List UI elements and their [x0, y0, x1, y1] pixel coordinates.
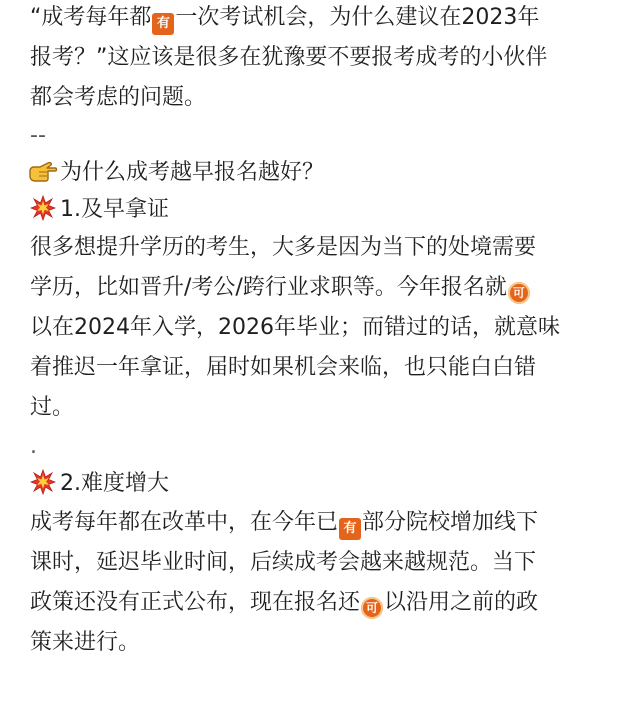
section1-text-4: 着推迟一年拿证，届时如果机会来临，也只能白白错 — [30, 355, 537, 380]
section1-line-5 — [30, 390, 630, 425]
section1-text-5: 过。 — [30, 395, 75, 420]
section2-line-3 — [30, 585, 630, 620]
pointing-hand-icon — [28, 159, 58, 183]
you-badge-icon: 有 — [339, 518, 361, 540]
section1-line-2 — [30, 270, 630, 305]
intro-text-1b: 一次考试机会，为什么建议在2023年 — [175, 5, 540, 30]
section2-text-2: 课时，延迟毕业时间，后续成考会越来越规范。当下 — [30, 550, 537, 575]
question-line — [28, 155, 630, 190]
intro-line-3 — [30, 80, 630, 115]
section2-line-4 — [30, 625, 630, 660]
divider-line — [30, 118, 630, 153]
section1-heading — [30, 192, 630, 227]
collision-icon — [30, 195, 56, 221]
section1-line-3 — [30, 310, 630, 345]
section2-line-2 — [30, 545, 630, 580]
intro-text-2: 报考？”这应该是很多在犹豫要不要报考成考的小伙伴 — [30, 45, 548, 70]
ke-badge-icon: 可 — [508, 282, 530, 304]
section2-text-4: 策来进行。 — [30, 630, 141, 655]
section2-text-3b: 以沿用之前的政 — [384, 590, 539, 615]
you-badge-icon: 有 — [152, 13, 174, 35]
collision-icon — [30, 469, 56, 495]
section1-line-1 — [30, 230, 630, 265]
section1-line-4 — [30, 350, 630, 385]
section2-text-1a: 成考每年都在改革中，在今年已 — [30, 510, 339, 535]
section1-text-2a: 学历，比如晋升/考公/跨行业求职等。今年报名就 — [30, 275, 507, 300]
section2-line-1 — [30, 505, 630, 540]
intro-line-1 — [30, 0, 630, 35]
dot-line — [30, 429, 630, 464]
section2-heading-text: 2.难度增大 — [60, 471, 169, 496]
intro-text-1a: “成考每年都 — [30, 5, 152, 30]
divider-text: -- — [30, 123, 46, 148]
section1-heading-text: 1.及早拿证 — [60, 197, 169, 222]
section1-text-1: 很多想提升学历的考生，大多是因为当下的处境需要 — [30, 235, 537, 260]
section2-text-3a: 政策还没有正式公布，现在报名还 — [30, 590, 361, 615]
article-body — [30, 0, 630, 660]
section2-heading — [30, 466, 630, 501]
section2-text-1b: 部分院校增加线下 — [362, 510, 539, 535]
question-text: 为什么成考越早报名越好？ — [60, 160, 325, 185]
intro-line-2 — [30, 40, 630, 75]
intro-text-3: 都会考虑的问题。 — [30, 85, 207, 110]
dot-text: . — [30, 434, 37, 459]
ke-badge-icon: 可 — [361, 597, 383, 619]
section1-text-3: 以在2024年入学，2026年毕业；而错过的话，就意味 — [30, 315, 560, 340]
